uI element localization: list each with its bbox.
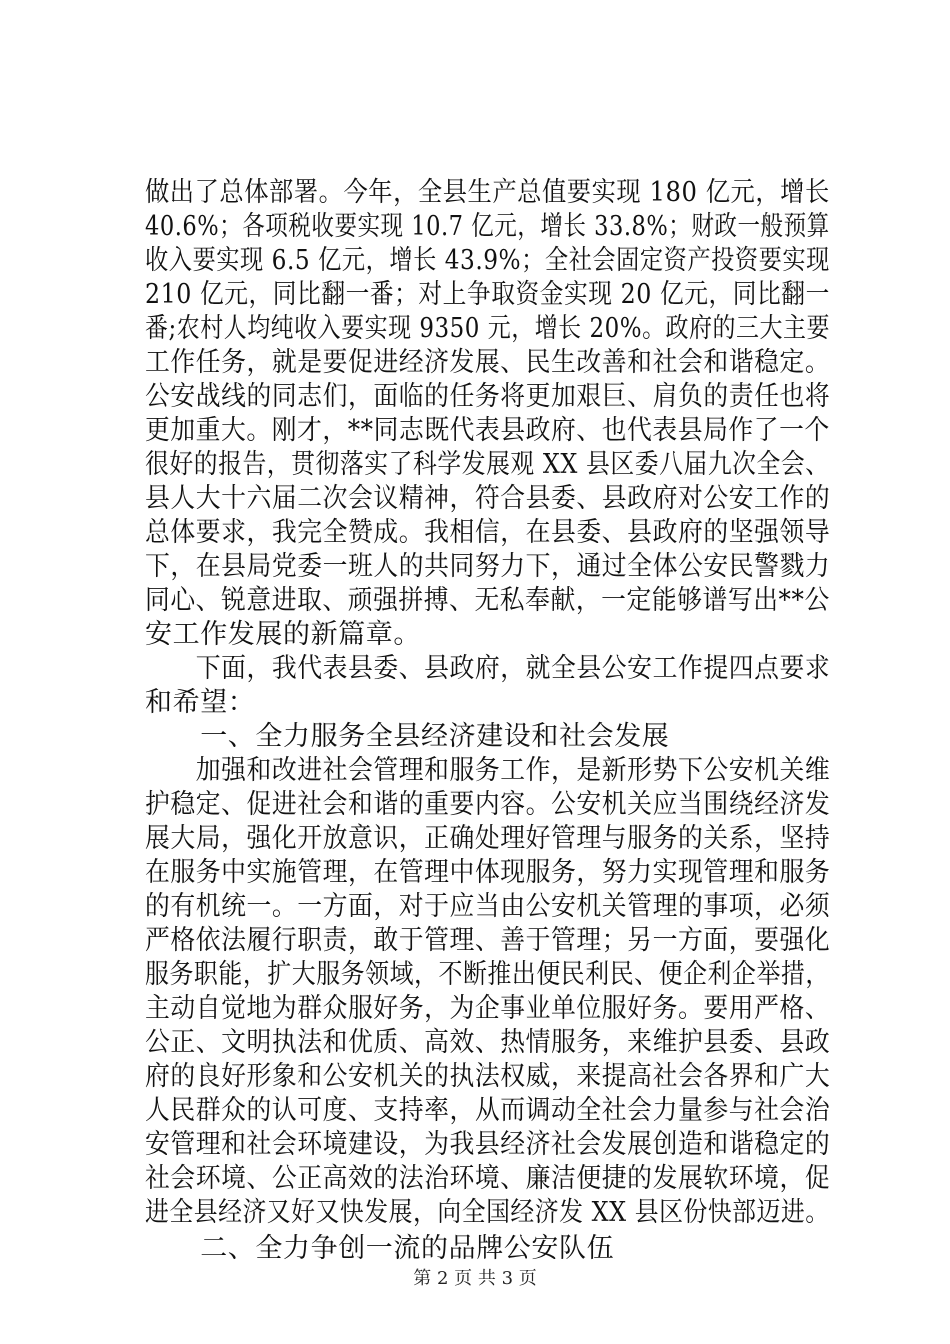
body-text-line: 工作任务，就是要促进经济发展、民生改善和社会和谐稳定。 (145, 347, 831, 378)
body-text-line: 安工作发展的新篇章。 (145, 619, 421, 650)
body-text-line: 收入要实现 6.5 亿元，增长 43.9%；全社会固定资产投资要实现 (145, 245, 830, 276)
body-text-line: 加强和改进社会管理和服务工作，是新形势下公安机关维 (145, 755, 831, 786)
body-text-line: 公正、文明执法和优质、高效、热情服务，来维护县委、县政 (145, 1027, 831, 1058)
page-number-footer: 第 2 页 共 3 页 (413, 1268, 537, 1289)
body-text-line: 下，在县局党委一班人的共同努力下，通过全体公安民警戮力 (145, 551, 831, 582)
body-text-line: 40.6%；各项税收要实现 10.7 亿元，增长 33.8%；财政一般预算 (145, 211, 830, 242)
body-text-line: 210 亿元，同比翻一番；对上争取资金实现 20 亿元，同比翻一 (145, 279, 830, 310)
section-heading: 一、全力服务全县经济建设和社会发展 (145, 721, 670, 752)
body-text-line: 总体要求，我完全赞成。我相信，在县委、县政府的坚强领导 (145, 517, 831, 548)
body-text-line: 和希望： (145, 687, 256, 718)
body-text-line: 进全县经济又好又快发展，向全国经济发 XX 县区份快部迈进。 (145, 1197, 830, 1228)
body-text-line: 在服务中实施管理，在管理中体现服务，努力实现管理和服务 (145, 857, 831, 888)
body-text-line: 更加重大。刚才，**同志既代表县政府、也代表县局作了一个 (145, 415, 830, 446)
body-text-line: 安管理和社会环境建设，为我县经济社会发展创造和谐稳定的 (145, 1129, 831, 1160)
body-text-line: 护稳定、促进社会和谐的重要内容。公安机关应当围绕经济发 (145, 789, 831, 820)
body-text-line: 府的良好形象和公安机关的执法权威，来提高社会各界和广大 (145, 1061, 831, 1092)
body-text-line: 服务职能，扩大服务领域，不断推出便民利民、便企利企举措， (145, 959, 830, 990)
body-text-line: 很好的报告，贯彻落实了科学发展观 XX 县区委八届九次全会、 (145, 449, 830, 480)
body-text-line: 的有机统一。一方面，对于应当由公安机关管理的事项，必须 (145, 891, 831, 922)
body-text-line: 番;农村人均纯收入要实现 9350 元，增长 20%。政府的三大主要 (145, 313, 830, 344)
body-text-line: 人民群众的认可度、支持率，从而调动全社会力量参与社会治 (145, 1095, 831, 1126)
body-text-line: 公安战线的同志们，面临的任务将更加艰巨、肩负的责任也将 (145, 381, 831, 412)
body-text-line: 社会环境、公正高效的法治环境、廉洁便捷的发展软环境，促 (145, 1163, 831, 1194)
body-text-line: 下面，我代表县委、县政府，就全县公安工作提四点要求 (145, 653, 831, 684)
body-text-line: 严格依法履行职责，敢于管理、善于管理；另一方面，要强化 (145, 925, 831, 956)
body-text-line: 县人大十六届二次会议精神，符合县委、县政府对公安工作的 (145, 483, 831, 514)
body-text-line: 展大局，强化开放意识，正确处理好管理与服务的关系，坚持 (145, 823, 831, 854)
body-text-line: 做出了总体部署。今年，全县生产总值要实现 180 亿元，增长 (145, 177, 830, 208)
body-text-line: 同心、锐意进取、顽强拼搏、无私奉献，一定能够谱写出**公 (145, 585, 830, 616)
body-text-line: 主动自觉地为群众服好务，为企事业单位服好务。要用严格、 (145, 993, 831, 1024)
section-heading: 二、全力争创一流的品牌公安队伍 (145, 1233, 615, 1264)
